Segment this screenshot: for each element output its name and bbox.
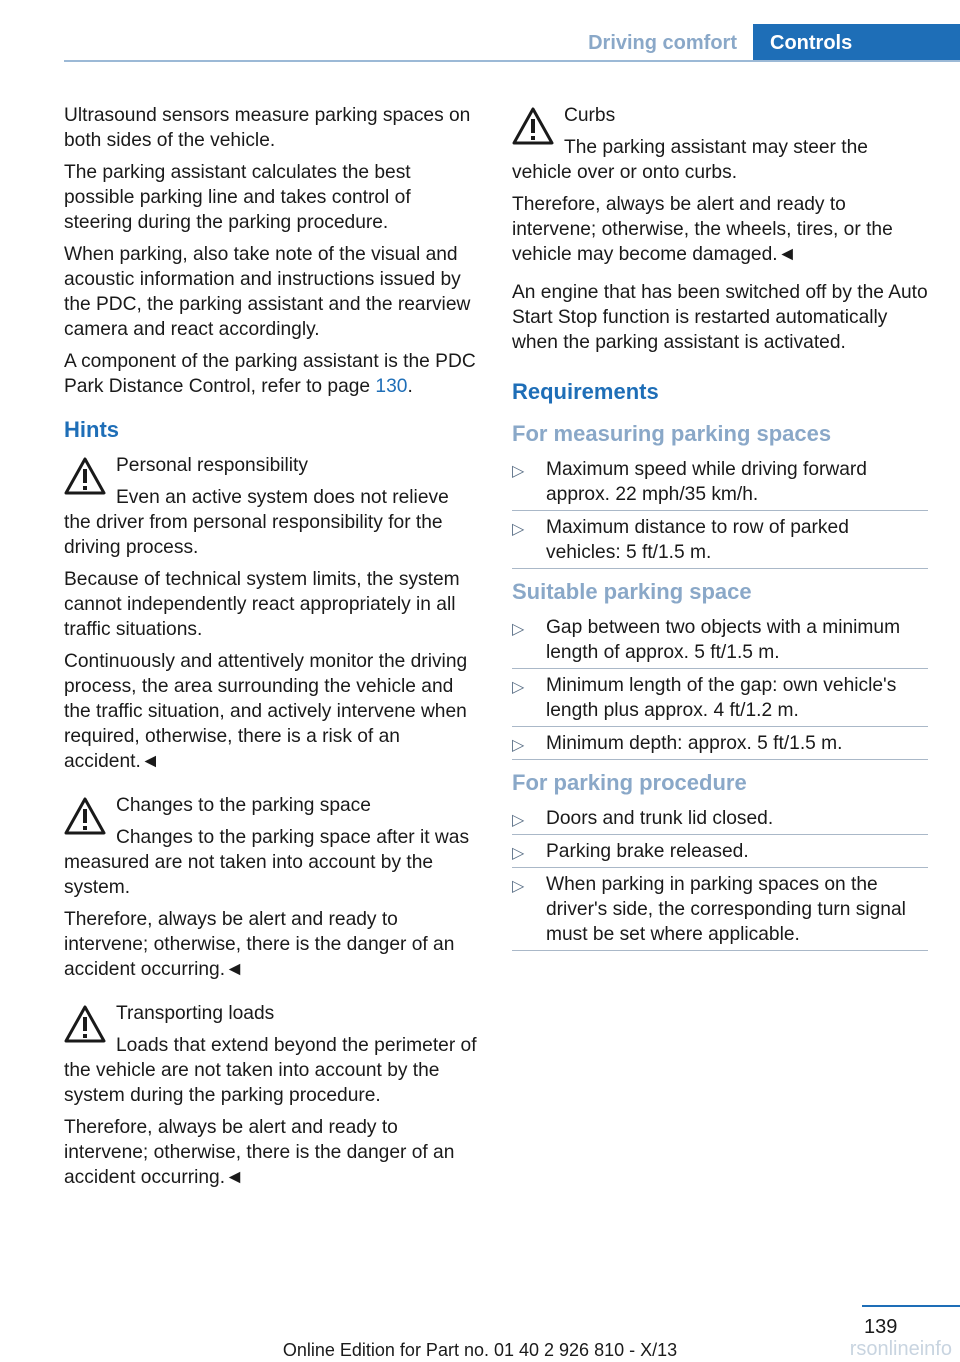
warning-triangle-icon xyxy=(64,797,106,835)
section-title: Driving comfort xyxy=(588,32,737,54)
triangle-bullet-icon: ▷ xyxy=(512,679,525,696)
warning-personal-responsibility xyxy=(64,453,480,560)
measuring-heading: For measuring parking spaces xyxy=(512,421,832,446)
triangle-bullet-icon: ▷ xyxy=(512,845,525,862)
paragraph: Therefore, always be alert and ready to intervene; otherwise, there is the danger of an accident occurring.◄ xyxy=(64,909,455,980)
triangle-bullet-icon: ▷ xyxy=(512,521,525,538)
paragraph: Therefore, always be alert and ready to intervene; otherwise, the wheels, tires, or the vehicle may become damaged.◄ xyxy=(512,194,893,265)
warning-body: Loads that extend beyond the perimeter of the vehicle are not taken into account by the system during the parking procedure. xyxy=(64,1035,477,1106)
watermark: rsonlineinfo xyxy=(849,1338,952,1360)
list-item: ▷ Maximum distance to row of parked vehicles: 5 ft/1.5 m. xyxy=(512,515,928,565)
list-item: ▷ Doors and trunk lid closed. xyxy=(512,806,928,831)
requirements-heading: Requirements xyxy=(512,379,659,404)
chapter-tab: Controls xyxy=(753,24,960,62)
page-header xyxy=(572,24,960,62)
warning-title: Changes to the parking space xyxy=(116,795,371,816)
warning-changes-parking-space xyxy=(64,793,480,900)
warning-curbs xyxy=(512,103,928,185)
triangle-bullet-icon: ▷ xyxy=(512,878,525,895)
warning-body: Changes to the parking space after it was measured are not taken into account by the system. xyxy=(64,827,470,898)
warning-triangle-icon xyxy=(512,107,554,145)
list-item: ▷ When parking in parking spaces on the driver's side, the corresponding turn signal must be set where applicable. xyxy=(512,872,928,947)
paragraph: Ultrasound sensors measure parking spaces on both sides of the vehicle. xyxy=(64,105,471,151)
warning-body: Even an active system does not relieve the driver from personal responsibility for the driving process. xyxy=(64,487,449,558)
paragraph: An engine that has been switched off by the Auto Start Stop function is restarted automatically when the parking assistant is activated. xyxy=(512,282,928,353)
warning-title: Personal responsibility xyxy=(116,455,308,476)
paragraph-page-ref: A component of the parking assistant is the PDC Park Distance Control, refer to page 130. xyxy=(64,351,476,397)
list-item: ▷ Gap between two objects with a minimum length of approx. 5 ft/1.5 m. xyxy=(512,615,928,665)
list-item: ▷ Maximum speed while driving forward approx. 22 mph/35 km/h. xyxy=(512,457,928,507)
edition-note: Online Edition for Part no. 01 40 2 926 810 - X/13 xyxy=(282,1340,678,1360)
warning-title: Transporting loads xyxy=(116,1003,275,1024)
triangle-bullet-icon: ▷ xyxy=(512,812,525,829)
triangle-bullet-icon: ▷ xyxy=(512,463,525,480)
procedure-list xyxy=(512,806,928,947)
footer-rule xyxy=(862,1305,960,1307)
triangle-bullet-icon: ▷ xyxy=(512,621,525,638)
warning-body: The parking assistant may steer the vehicle over or onto curbs. xyxy=(512,137,868,183)
paragraph: When parking, also take note of the visual and acoustic information and instructions issued by the PDC, the parking assistant and the rearview camera and react accordingly. xyxy=(64,244,471,340)
suitable-heading: Suitable parking space xyxy=(512,579,752,604)
warning-transporting-loads xyxy=(64,1001,480,1108)
hints-heading: Hints xyxy=(64,417,119,442)
warning-triangle-icon xyxy=(64,1005,106,1043)
paragraph: Therefore, always be alert and ready to intervene; otherwise, there is the danger of an accident occurring.◄ xyxy=(64,1117,455,1188)
list-item: ▷ Minimum depth: approx. 5 ft/1.5 m. xyxy=(512,731,928,756)
paragraph: Because of technical system limits, the system cannot independently react appropriately in all traffic situations. xyxy=(64,569,460,640)
list-item: ▷ Parking brake released. xyxy=(512,839,928,864)
page-number: 139 xyxy=(864,1316,898,1338)
paragraph: The parking assistant calculates the best possible parking line and takes control of steering during the parking procedure. xyxy=(64,162,411,233)
warning-title: Curbs xyxy=(564,105,616,126)
suitable-list xyxy=(512,615,928,756)
right-column xyxy=(512,103,928,955)
paragraph: Continuously and attentively monitor the driving process, the area surrounding the vehicle and the traffic situation, and actively intervene when required, otherwise, there is a risk of an accident.◄ xyxy=(64,651,468,772)
page-link[interactable]: 130 xyxy=(375,376,408,397)
measuring-list xyxy=(512,457,928,565)
list-item: ▷ Minimum length of the gap: own vehicle's length plus approx. 4 ft/1.2 m. xyxy=(512,673,928,723)
triangle-bullet-icon: ▷ xyxy=(512,737,525,754)
warning-triangle-icon xyxy=(64,457,106,495)
header-rule xyxy=(64,60,960,62)
procedure-heading: For parking procedure xyxy=(512,770,747,795)
left-column xyxy=(64,103,480,1197)
